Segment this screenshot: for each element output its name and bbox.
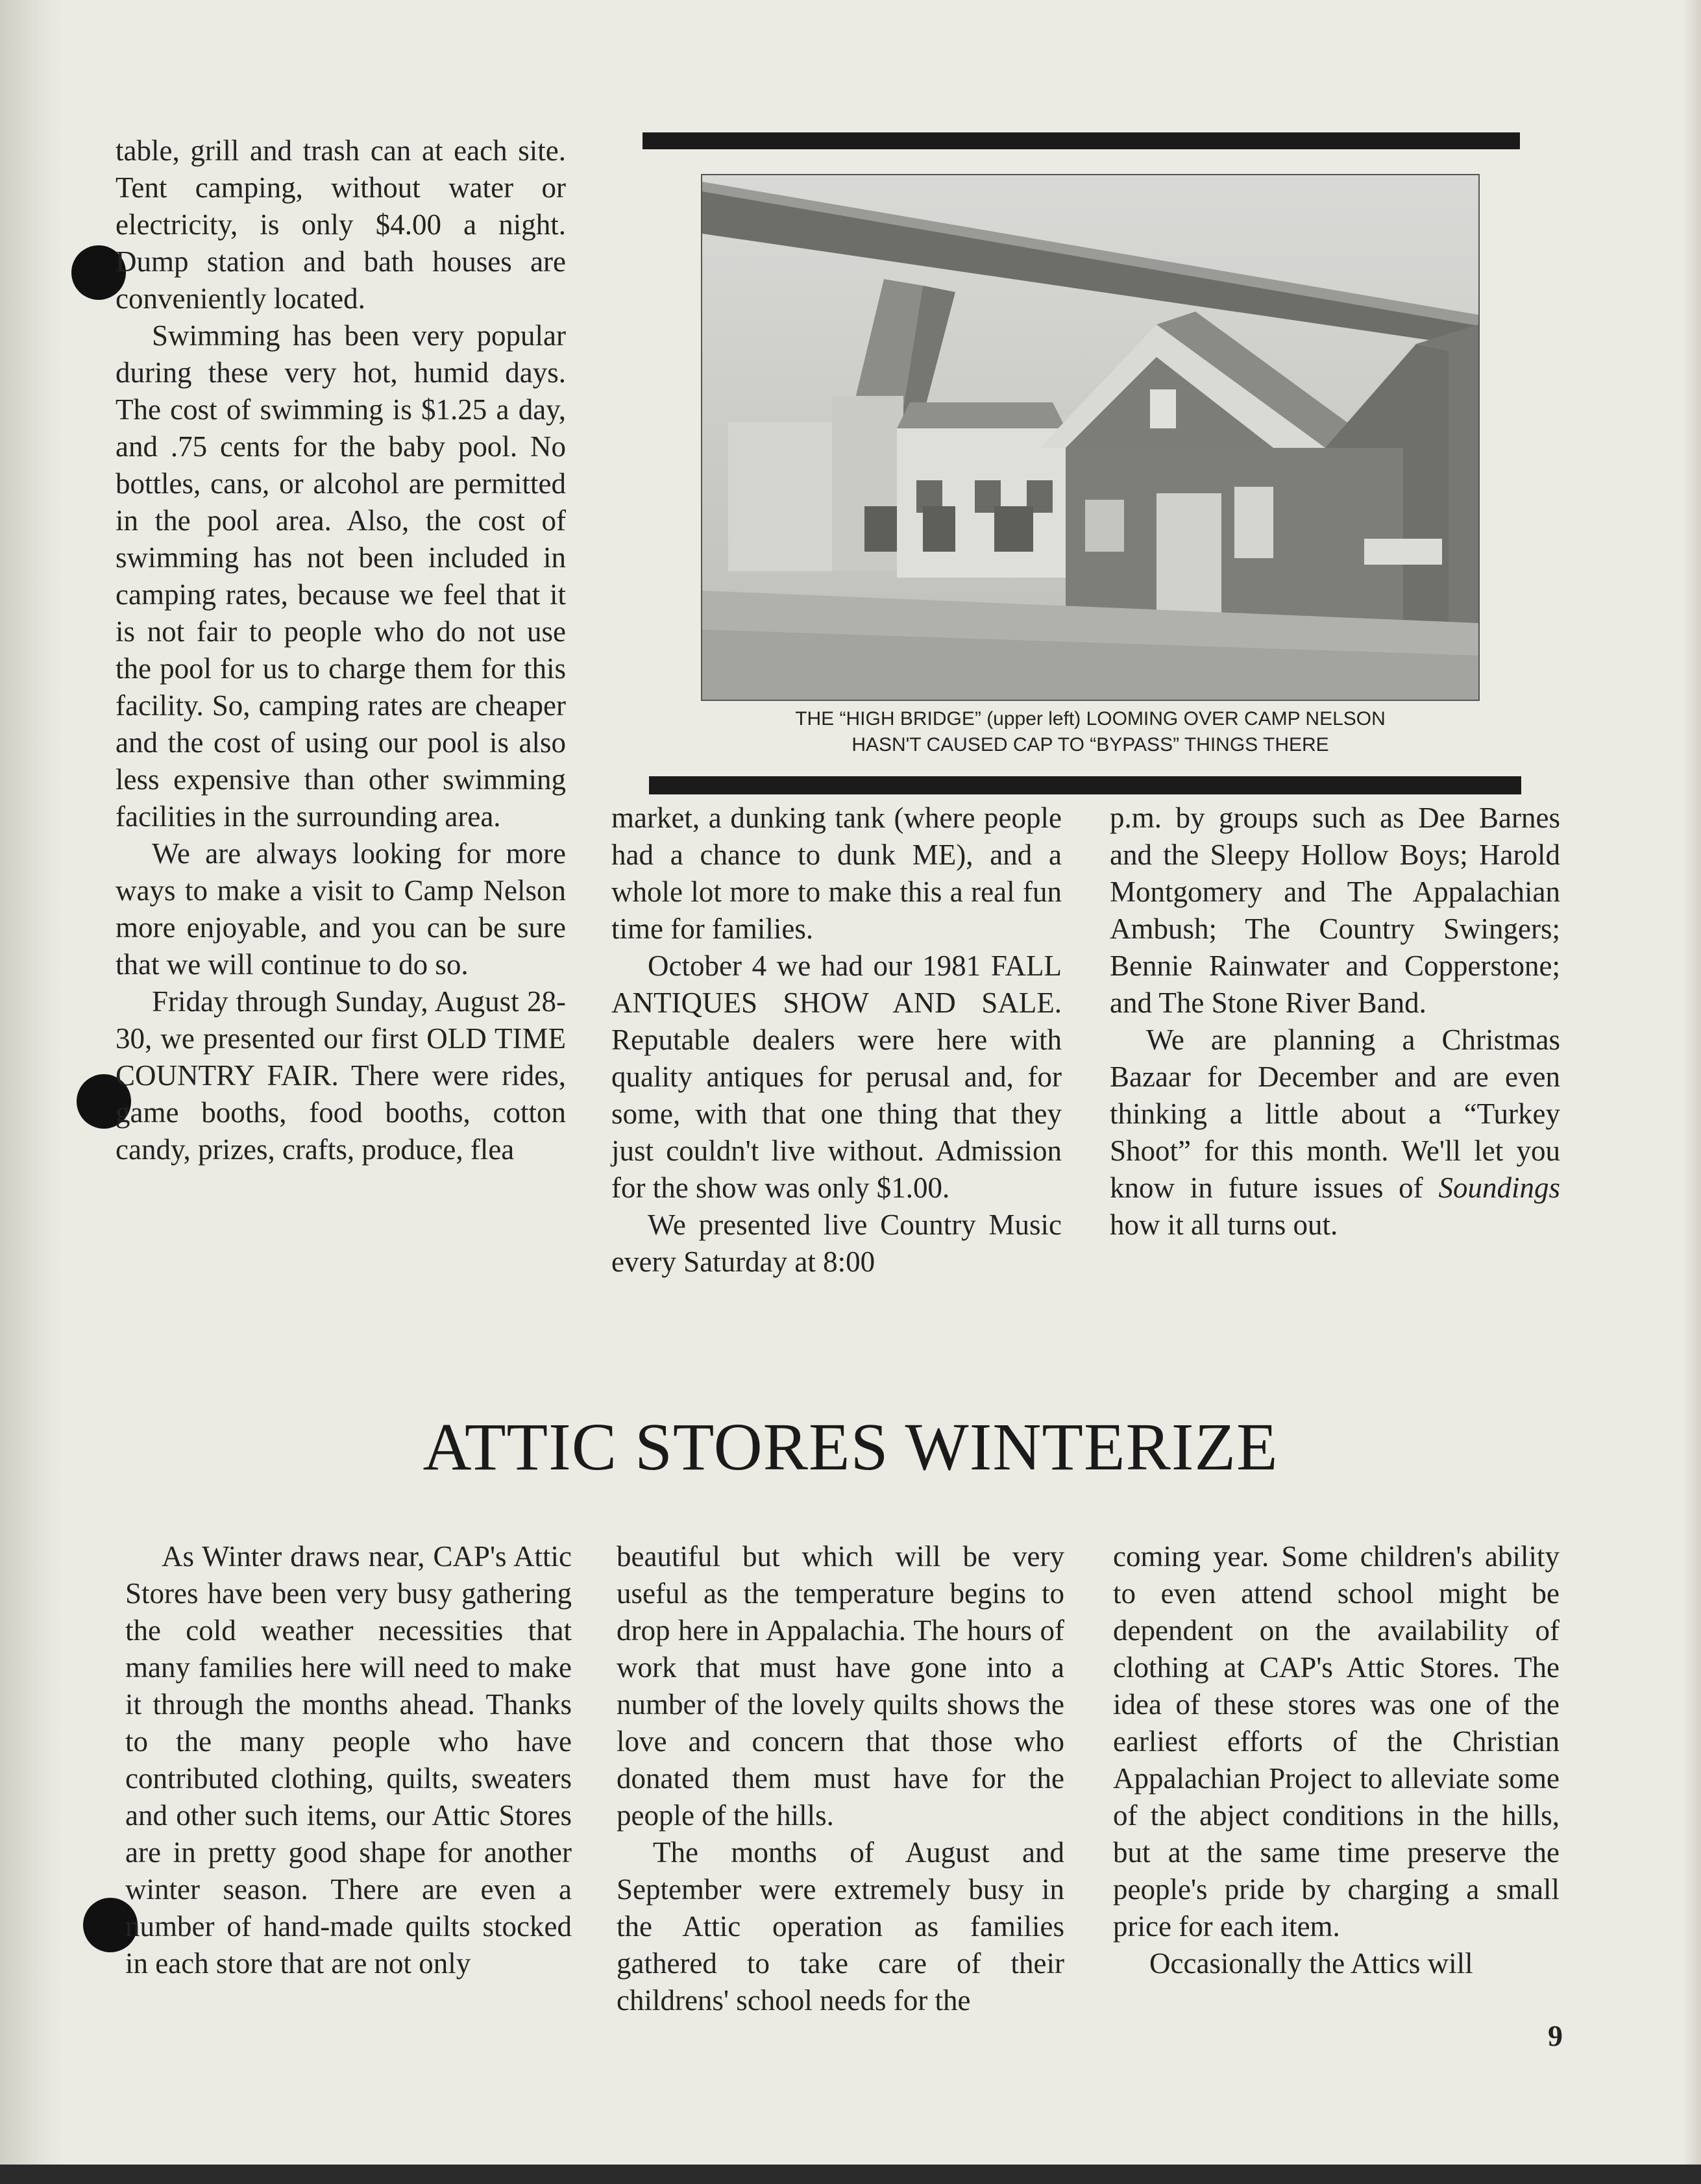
top-column-1: [116, 132, 566, 1168]
paragraph: market, a dunking tank (where people had a chance to dunk ME), and a whole lot more to make this a real fun time for families.: [611, 802, 1062, 945]
paragraph: We are always looking for more ways to make a visit to Camp Nelson more enjoyable, and you can be sure that we will continue to do so.: [116, 837, 566, 981]
article-headline: ATTIC STORES WINTERIZE: [422, 1410, 1279, 1484]
caption-line-2: HASN'T CAUSED CAP TO “BYPASS” THINGS THERE: [851, 734, 1329, 755]
page-number: 9: [1548, 2019, 1563, 2052]
high-bridge-photo-graphic: [702, 175, 1478, 700]
camp-nelson-photo: [701, 174, 1480, 701]
paragraph: coming year. Some children's ability to even attend school might be dependent on the availability of clothing at CAP's Attic Stores. The idea of these stores was one of the earliest efforts of the Christian Appalachian Project to alleviate some of the abject conditions in the hills, but at the same time preserve the people's pride by charging a small price for each item.: [1113, 1540, 1560, 1943]
photo-top-rule: [642, 132, 1520, 149]
binding-gutter: [0, 0, 62, 2184]
paragraph: Friday through Sunday, August 28-30, we presented our first OLD TIME COUNTRY FAIR. There were rides, game booths, food booths, cotton candy, prizes, crafts, produce, flea: [116, 985, 566, 1166]
paragraph: beautiful but which will be very useful as the temperature begins to drop here in Appalachia. The hours of work that must have gone into a number of the lovely quilts shows the love and concern that those who donated them must have for the people of the hills.: [617, 1540, 1064, 1832]
text-run: how it all turns out.: [1110, 1209, 1338, 1241]
paragraph: Occasionally the Attics will: [1149, 1947, 1473, 1980]
paragraph: [1110, 1022, 1560, 1244]
paragraph: As Winter draws near, CAP's Attic Stores have been very busy gathering the cold weather necessities that many families here will need to make it through the months ahead. Thanks to the many people who have contributed clothing, quilts, sweaters and other such items, our Attic Stores are in pretty good shape for another winter season. There are even a number of hand-made quilts stocked in each store that are not only: [125, 1540, 572, 1980]
photo-caption: [675, 706, 1506, 758]
top-column-2: [611, 800, 1062, 1281]
newsletter-title: Soundings: [1438, 1172, 1560, 1204]
article-column-2: [617, 1538, 1064, 2019]
top-column-3: [1110, 800, 1560, 1244]
article-column-3: [1113, 1538, 1560, 1982]
paragraph: October 4 we had our 1981 FALL ANTIQUES SHOW AND SALE. Reputable dealers were here with quality antiques for perusal and, for some, with that one thing that they just couldn't live without. Admission for the show was only $1.00.: [611, 950, 1062, 1204]
paragraph: table, grill and trash can at each site. Tent camping, without water or electricity, is only $4.00 a night. Dump station and bath houses are conveniently located.: [116, 134, 566, 315]
paragraph: Swimming has been very popular during these very hot, humid days. The cost of swimming is $1.25 a day, and .75 cents for the baby pool. No bottles, cans, or alcohol are permitted in the pool area. Also, the cost of swimming has not been included in camping rates, because we feel that it is not fair to people who do not use the pool for us to charge them for this facility. So, camping rates are cheaper and the cost of using our pool is also less expensive than other swimming facilities in the surrounding area.: [116, 319, 566, 833]
caption-line-1: THE “HIGH BRIDGE” (upper left) LOOMING OVER CAMP NELSON: [795, 708, 1386, 730]
scan-background: [0, 2165, 1701, 2184]
page-edge: [1683, 0, 1701, 2184]
photo-bottom-rule: [649, 776, 1521, 794]
article-column-1: [125, 1538, 572, 1982]
paragraph: The months of August and September were extremely busy in the Attic operation as families gathered to take care of their childrens' school needs for the: [617, 1836, 1064, 2017]
paragraph: We presented live Country Music every Saturday at 8:00: [611, 1209, 1062, 1278]
paragraph: p.m. by groups such as Dee Barnes and the Sleepy Hollow Boys; Harold Montgomery and The Appalachian Ambush; The Country Swingers; Bennie Rainwater and Copperstone; and The Stone River Band.: [1110, 802, 1560, 1019]
text-run: We are planning a Christmas Bazaar for December and are even thinking a little about a “Turkey Shoot” for this month. We'll let you know in future issues of: [1110, 1024, 1560, 1204]
